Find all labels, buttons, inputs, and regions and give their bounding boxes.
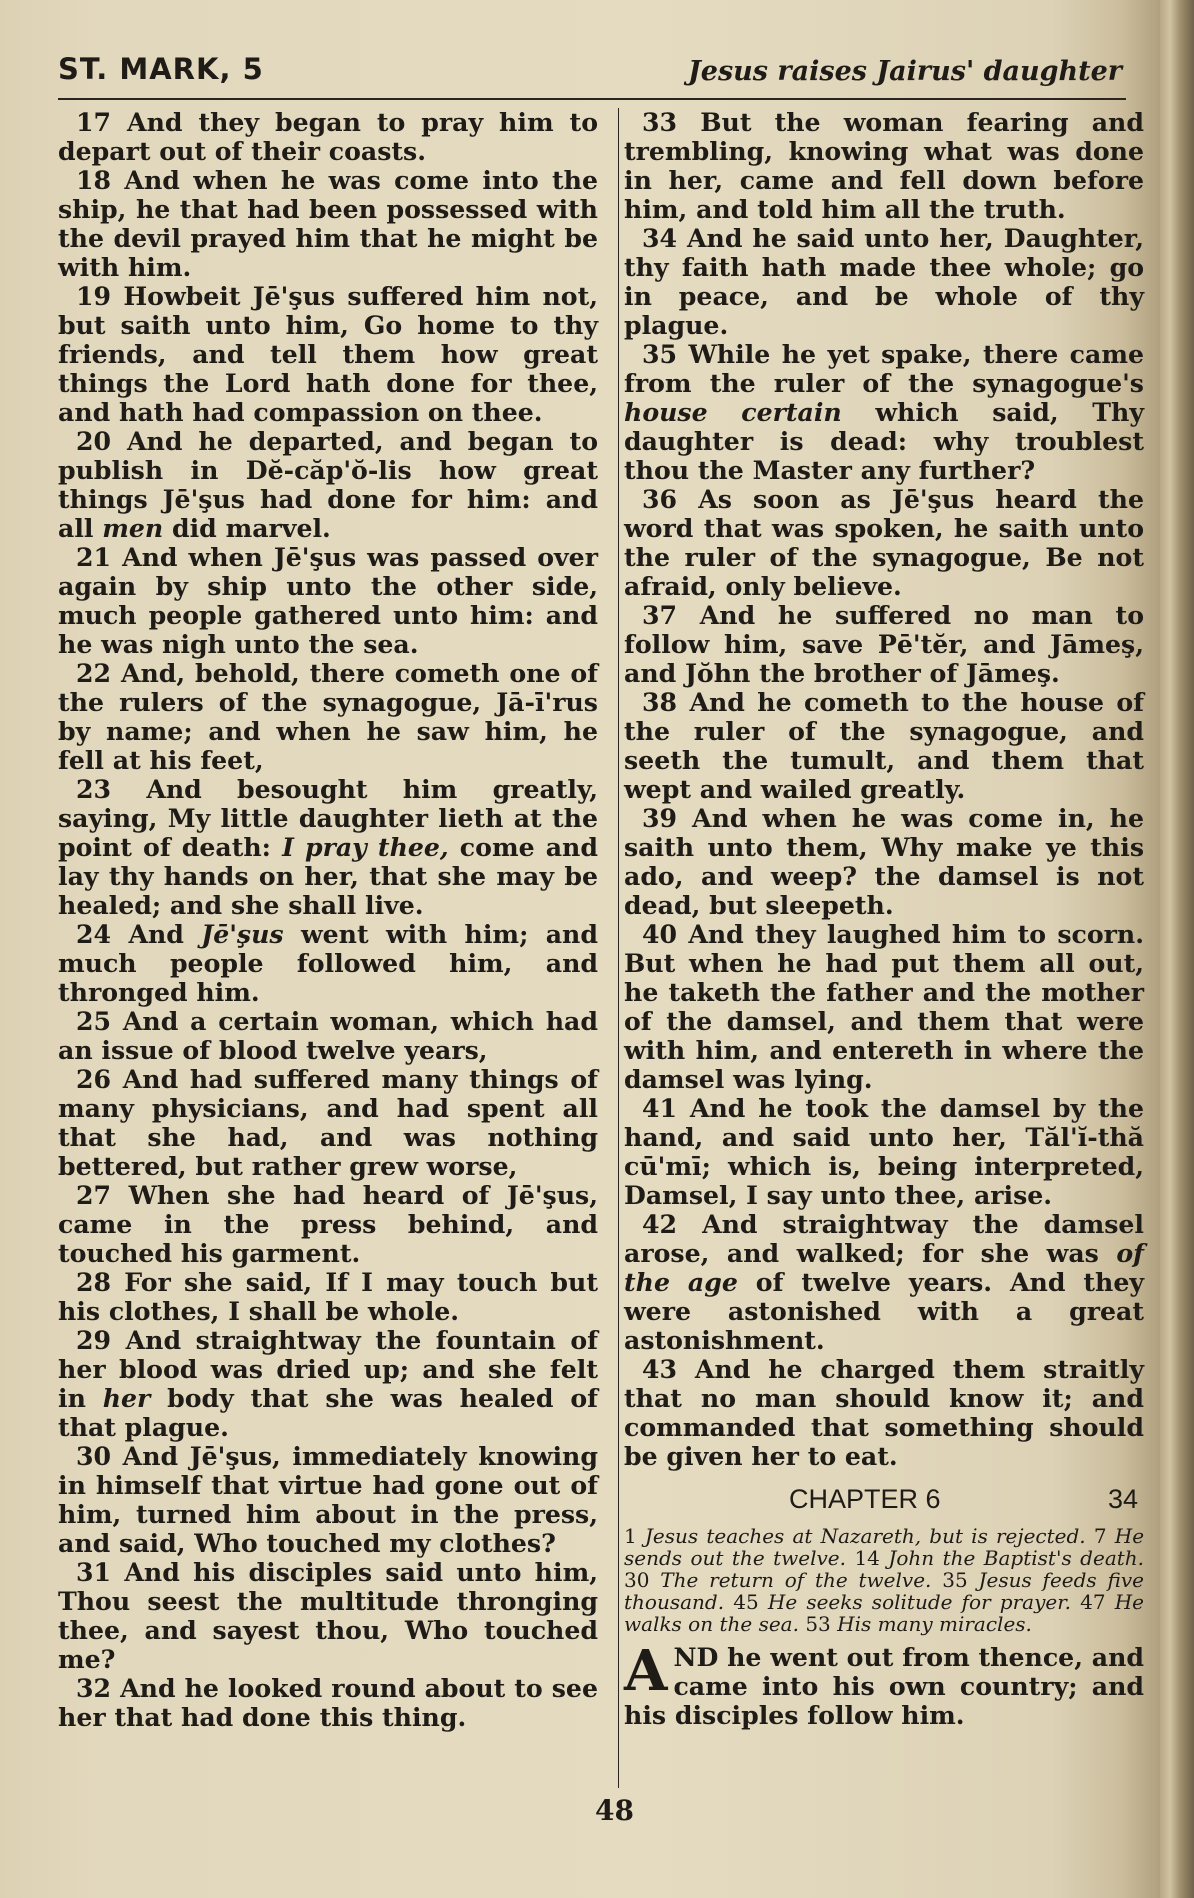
verse-number: 32 (76, 1673, 112, 1703)
verse-text: And when he was come into the ship, he that had been possessed with the devil prayed him that he might be with him. (58, 165, 598, 282)
verse-text: And had suffered many things of many physicians, and had spent all that she had, and was nothing bettered, but rather grew worse, (58, 1064, 599, 1181)
verse-italic-text: I pray thee, (282, 832, 449, 862)
summary-text: John the Baptist's death. (888, 1546, 1145, 1570)
first-verse-smallcaps: ND (673, 1642, 719, 1672)
right-verses (624, 108, 1144, 1471)
page-number: 48 (595, 1794, 634, 1827)
verse-number: 21 (76, 542, 112, 572)
summary-text: His many miracles. (837, 1612, 1032, 1636)
verse-text: As soon as Jē'şus heard the word that was spoken, he saith unto the ruler of the synagogue, Be not afraid, only believe. (624, 484, 1144, 601)
verse (624, 1355, 1144, 1471)
verse-text: of twelve years. And they were astonished with a great astonishment. (624, 1267, 1144, 1355)
verse (624, 1210, 1144, 1355)
summary-text: He sends out the twelve. (624, 1524, 1145, 1570)
verse-number: 37 (642, 600, 678, 630)
verse-number: 24 (76, 919, 112, 949)
chapter-first-verse (624, 1638, 1144, 1730)
summary-text: He walks on the sea. (624, 1590, 1145, 1636)
verse (624, 108, 1144, 224)
verse-number: 39 (642, 803, 678, 833)
verse-number: 27 (76, 1180, 112, 1210)
column-rule (618, 108, 619, 1788)
chapter-summary (624, 1525, 1144, 1635)
verse-number: 41 (642, 1093, 678, 1123)
verse-text: And he said unto her, Daughter, thy faith hath made thee whole; go in peace, and be whole of thy plague. (624, 223, 1144, 340)
verse (58, 1268, 598, 1326)
verse-italic-text: of the age (624, 1238, 1144, 1297)
verse-text: While he yet spake, there came from the ruler of the synagogue's (624, 339, 1144, 398)
verse (58, 1326, 598, 1442)
verse-number: 43 (642, 1354, 678, 1384)
verse-text: And straightway the fountain of her blood was dried up; and she felt in (58, 1325, 598, 1413)
chapter-title: CHAPTER 6 (789, 1484, 941, 1514)
summary-number: 47 (1080, 1590, 1106, 1614)
summary-number: 53 (805, 1612, 831, 1636)
verse-text: And when he was come in, he saith unto them, Why make ye this ado, and weep? the damsel is not dead, but sleepeth. (624, 803, 1144, 920)
verse-number: 35 (642, 339, 678, 369)
summary-number: 30 (624, 1568, 650, 1592)
chapter-heading (624, 1485, 1144, 1519)
summary-number: 45 (733, 1590, 759, 1614)
running-header (58, 52, 1128, 92)
verse-text: And he charged them straitly that no man should know it; and commanded that something should be given her to eat. (624, 1354, 1144, 1471)
verse-text: And, behold, there cometh one of the rulers of the synagogue, Jā-ī'rus by name; and when he saw him, he fell at his feet, (58, 658, 598, 775)
summary-text: Jesus teaches at Nazareth, but is rejected. (644, 1524, 1086, 1548)
verse (624, 340, 1144, 485)
summary-number: 1 (624, 1524, 637, 1548)
verse-text: body that she was healed of that plague. (58, 1383, 598, 1442)
verse-number: 28 (76, 1267, 112, 1297)
verse-number: 22 (76, 658, 112, 688)
verse-number: 17 (76, 107, 112, 137)
verse-number: 29 (76, 1325, 112, 1355)
left-column (58, 108, 598, 1732)
verse-text: Howbeit Jē'şus suffered him not, but saith unto him, Go home to thy friends, and tell them how great things the Lord hath done for thee, and hath had compassion on thee. (58, 281, 598, 427)
verse-text: And they began to pray him to depart out of their coasts. (58, 107, 598, 166)
verse (624, 601, 1144, 688)
book-chapter-heading: ST. MARK, 5 (58, 52, 264, 86)
verse-number: 19 (76, 281, 112, 311)
verse-number: 25 (76, 1006, 112, 1036)
verse-number: 26 (76, 1064, 112, 1094)
verse-text: And besought him greatly, saying, My little daughter lieth at the point of death: (58, 774, 598, 862)
verse (58, 659, 598, 775)
verse (58, 108, 598, 166)
verse-text: And his disciples said unto him, Thou seest the multitude thronging thee, and sayest thou, Who touched me? (58, 1557, 598, 1674)
verse (624, 688, 1144, 804)
first-verse-text: he went out from thence, and came into his own country; and his disciples follow him. (624, 1642, 1144, 1730)
page-edge (1160, 0, 1194, 1898)
verse (58, 1674, 598, 1732)
verse (58, 920, 598, 1007)
verse-number: 34 (642, 223, 678, 253)
verse-text: went with him; and much people followed him, and thronged him. (58, 919, 598, 1007)
verse (58, 1007, 598, 1065)
verse-text: But the woman fearing and trembling, knowing what was done in her, came and fell down before him, and told him all the truth. (624, 107, 1144, 224)
verse-text: did marvel. (163, 513, 331, 543)
verse-text: which said, Thy daughter is dead: why troublest thou the Master any further? (624, 397, 1144, 485)
verse (624, 804, 1144, 920)
verse-text: And he suffered no man to follow him, save Pē'tĕr, and Jāmeş, and Jŏhn the brother of Jāmeş. (624, 600, 1144, 688)
verse-italic-text: Jē'şus (201, 919, 284, 949)
chapter-reference-number: 34 (1107, 1484, 1138, 1514)
verse (58, 282, 598, 427)
drop-cap: A (624, 1638, 668, 1704)
verse (58, 1558, 598, 1674)
verse (624, 485, 1144, 601)
summary-text: He seeks solitude for prayer. (767, 1590, 1071, 1614)
verse-number: 42 (642, 1209, 678, 1239)
verse-number: 38 (642, 687, 678, 717)
verse-text: And straightway the damsel arose, and walked; for she was (624, 1209, 1144, 1268)
verse-text: And when Jē'şus was passed over again by ship unto the other side, much people gathered unto him: and he was nigh unto the sea. (58, 542, 598, 659)
verse-number: 31 (76, 1557, 112, 1587)
verse (58, 543, 598, 659)
summary-number: 35 (942, 1568, 968, 1592)
verse (58, 1065, 598, 1181)
verse (58, 427, 598, 543)
verse (58, 775, 598, 920)
verse-text: And he took the damsel by the hand, and said unto her, Tăl'ĭ-thă cū'mī; which is, being interpreted, Damsel, I say unto thee, arise. (624, 1093, 1144, 1210)
verse-text: And he departed, and began to publish in Dĕ-căp'ŏ-lis how great things Jē'şus had done for him: and all (58, 426, 598, 543)
verse (624, 920, 1144, 1094)
verse-text: And he looked round about to see her that had done this thing. (58, 1673, 598, 1732)
verse (58, 166, 598, 282)
verse (624, 1094, 1144, 1210)
verse-text: And they laughed him to scorn. But when he had put them all out, he taketh the father and the mother of the damsel, and them that were with him, and entereth in where the damsel was lying. (624, 919, 1144, 1094)
verse-text: For she said, If I may touch but his clothes, I shall be whole. (58, 1267, 598, 1326)
verse-text: And Jē'şus, immediately knowing in himself that virtue had gone out of him, turned him about in the press, and said, Who touched my clothes? (58, 1441, 598, 1558)
verse-number: 30 (76, 1441, 112, 1471)
verse-text: When she had heard of Jē'şus, came in the press behind, and touched his garment. (58, 1180, 598, 1268)
verse-number: 33 (642, 107, 678, 137)
summary-text: The return of the twelve. (660, 1568, 932, 1592)
verse-text: And (128, 919, 202, 949)
summary-text: Jesus feeds five thousand. (624, 1568, 1144, 1614)
summary-number: 7 (1093, 1524, 1107, 1548)
verse-number: 40 (642, 919, 678, 949)
verse-italic-text: house certain (624, 397, 842, 427)
summary-number: 14 (854, 1546, 880, 1570)
verse-text: And a certain woman, which had an issue of blood twelve years, (58, 1006, 598, 1065)
verse-number: 18 (76, 165, 112, 195)
verse (58, 1442, 598, 1558)
right-column (624, 108, 1144, 1730)
verse (624, 224, 1144, 340)
verse-italic-text: her (102, 1383, 151, 1413)
header-rule (58, 98, 1126, 100)
verse-number: 20 (76, 426, 112, 456)
verse-text: come and lay thy hands on her, that she may be healed; and she shall live. (58, 832, 598, 920)
section-heading: Jesus raises Jairus' daughter (688, 56, 1122, 87)
verse-italic-text: men (102, 513, 164, 543)
verse-text: And he cometh to the house of the ruler of the synagogue, and seeth the tumult, and them that wept and wailed greatly. (624, 687, 1144, 804)
verse (58, 1181, 598, 1268)
verse-number: 23 (76, 774, 112, 804)
verse-number: 36 (642, 484, 678, 514)
